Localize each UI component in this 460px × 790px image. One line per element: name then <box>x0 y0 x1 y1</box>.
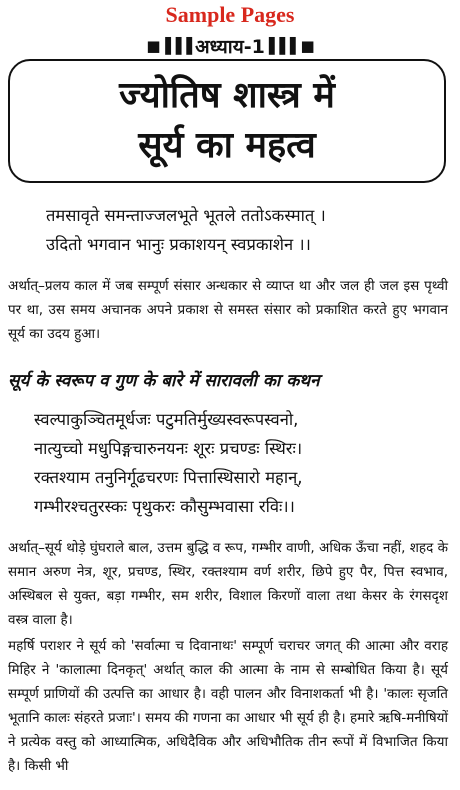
verse-line: उदितो भगवान भानुः प्रकाशयन् स्वप्रकाशेन ।। <box>46 235 311 254</box>
opening-verse <box>0 201 460 259</box>
chapter-title-line-2: सूर्य का महत्व <box>138 125 316 166</box>
section-heading: सूर्य के स्वरूप व गुण के बारे में सारावली का कथन <box>8 371 320 391</box>
verse-line: तमसावृते समन्ताज्जलभूते भूतले ततोऽकस्मात् । <box>46 206 326 225</box>
verse-line: नात्युच्चो मधुपिङ्गचारुनयनः शूरः प्रचण्डः स्थिरः। <box>34 439 303 458</box>
chapter-label: अध्याय-1 <box>195 36 265 58</box>
chapter-header <box>145 34 315 58</box>
chapter-title-line-1: ज्योतिष शास्त्र में <box>119 75 335 116</box>
sample-pages-banner: Sample Pages <box>165 2 295 27</box>
verse-meaning-paragraph: अर्थात्–प्रलय काल में जब सम्पूर्ण संसार अन्धकार से व्याप्त था और जल ही जल इस पृथ्वी पर था, उस समय अचानक अपने प्रकाश से समस्त संसार को प्रकाशित करते हुए भगवान सूर्य का उदय हुआ। <box>8 278 448 342</box>
ornament-right: ▌▌▌■ <box>268 37 314 55</box>
body-paragraph: महर्षि पराशर ने सूर्य को 'सर्वात्मा च दिवानाथः' सम्पूर्ण चराचर जगत् की आत्मा और वराह मिहिर ने 'कालात्मा दिनकृत्' अर्थात् काल की आत्मा के नाम से सम्बोधित किया है। सूर्य सम्पूर्ण प्राणियों की उत्पत्ति का आधार है। वही पालन और विनाशकर्ता भी है। 'कालः सृजति भूतानि कालः संहरते प्रजाः'। समय की गणना का आधार भी सूर्य ही है। हमारे ऋषि-मनीषियों ने प्रत्येक वस्तु को आध्यात्मिक, अधिदैविक और अधिभौतिक तीन रूपों में विभाजित किया है। किसी भी <box>8 638 448 774</box>
description-paragraph: अर्थात्–सूर्य थोड़े घुंघराले बाल, उत्तम बुद्धि व रूप, गम्भीर वाणी, अधिक ऊँचा नहीं, शहद के समान अरुण नेत्र, शूर, प्रचण्ड, स्थिर, रक्तश्याम वर्ण शरीर, छिपे हुए पैर, पित्त स्वभाव, अस्थिबल से युक्त, बड़ा गम्भीर, सम शरीर, विशाल किरणों वाला तथा केसर के रंगसदृश वस्त्र वाला है। <box>8 540 448 628</box>
ornament-left: ■▐▐▐ <box>146 37 192 55</box>
saravali-verse <box>0 405 460 521</box>
chapter-title-box <box>8 59 446 183</box>
verse-line: रक्तश्याम तनुनिर्गूढचरणः पित्तास्थिसारो महान्, <box>34 468 303 487</box>
verse-line: स्वल्पाकुञ्चितमूर्धजः पटुमतिर्मुख्यस्वरूपस्वनो, <box>34 410 299 429</box>
verse-line: गम्भीरश्चतुरस्कः पृथुकरः कौसुम्भवासा रविः।। <box>34 497 295 516</box>
